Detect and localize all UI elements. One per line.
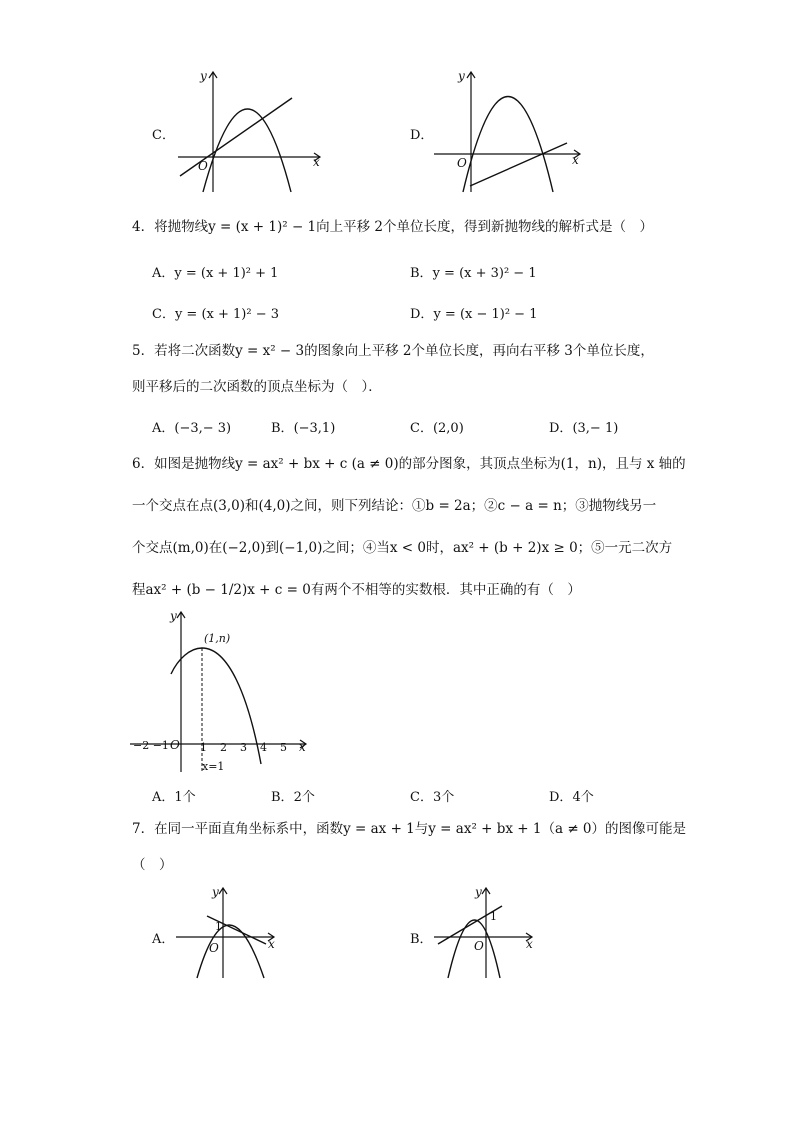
option-text: y = (x − 1)² − 1 (433, 307, 538, 322)
q6-graph (128, 604, 313, 779)
vertex-label: (1,n) (204, 632, 231, 645)
tick-5: 5 (280, 741, 287, 754)
option-text: y = (x + 3)² − 1 (432, 266, 537, 281)
axis-x-label: x (313, 155, 320, 169)
origin-label: O (209, 941, 219, 955)
origin-label: O (457, 156, 467, 170)
axis-x-label: x (299, 740, 306, 754)
option-text: 4个 (572, 790, 594, 805)
q6-option-b[interactable] (271, 786, 315, 805)
option-text: (2,0) (432, 421, 464, 436)
q7-stem-line2: （ ） (132, 857, 173, 873)
q7-option-b-label[interactable]: B． (410, 932, 433, 947)
axis-y-label: y (475, 885, 482, 899)
option-text: y = (x + 1)² + 1 (174, 266, 279, 281)
q4-option-d[interactable] (410, 303, 537, 322)
axis-y-label: y (212, 885, 219, 899)
option-text: 1个 (174, 790, 196, 805)
tick-2: 2 (220, 741, 227, 754)
q6-option-c[interactable] (410, 786, 454, 805)
intercept-label: 1 (215, 920, 222, 933)
option-label: C． (410, 790, 433, 805)
q3-option-d-label[interactable]: D． (410, 128, 434, 143)
tick-4: 4 (260, 741, 267, 754)
option-text: y = (x + 1)² − 3 (174, 307, 279, 322)
tick-1: 1 (200, 741, 207, 754)
q5-option-a[interactable] (152, 417, 231, 436)
origin-label: O (474, 939, 484, 953)
option-label: B． (271, 421, 294, 436)
q5-option-b[interactable] (271, 417, 335, 436)
axis-y-label: y (458, 69, 465, 83)
q4-option-b[interactable] (410, 262, 537, 281)
q5-option-d[interactable] (549, 417, 618, 436)
q6-option-d[interactable] (549, 786, 594, 805)
option-label: B． (410, 266, 433, 281)
option-label: B． (271, 790, 294, 805)
q4-option-c[interactable] (152, 303, 279, 322)
option-label: C． (410, 421, 433, 436)
option-label: D． (410, 307, 434, 322)
option-label: A． (152, 421, 175, 436)
q5-stem-line2: 则平移后的二次函数的顶点坐标为（ ）． (132, 379, 382, 395)
tick-3: 3 (240, 741, 247, 754)
tick-negative: −2 −1 (133, 739, 169, 752)
axis-y-label: y (200, 69, 207, 83)
q6-stem-line1: 6．如图是抛物线y = ax² + bx + c (a ≠ 0)的部分图象，其顶点坐标为(1，n)，且与 x 轴的 (132, 456, 686, 472)
q7-graph-a (172, 884, 282, 979)
q6-option-a[interactable] (152, 786, 196, 805)
option-label: A． (152, 790, 175, 805)
axis-y-label: y (170, 609, 177, 623)
axis-x-label: x (268, 937, 275, 951)
intercept-label: 1 (490, 910, 497, 923)
option-text: (−3,1) (293, 421, 336, 436)
q6-stem-line2: 一个交点在点(3,0)和(4,0)之间，则下列结论：①b = 2a；②c − a = n；③抛物线另一 (132, 498, 657, 514)
origin-label: O (170, 738, 180, 752)
option-label: C． (152, 307, 175, 322)
option-text: (3,− 1) (572, 421, 619, 436)
axis-x-label: x (526, 937, 533, 951)
option-label: D． (549, 790, 573, 805)
option-label: D． (549, 421, 573, 436)
option-text: 2个 (293, 790, 315, 805)
q3-graph-d (430, 66, 590, 196)
q5-option-c[interactable] (410, 417, 464, 436)
option-label: A． (152, 266, 175, 281)
option-text: 3个 (432, 790, 455, 805)
q4-stem: 4．将抛物线y = (x + 1)² − 1向上平移 2个单位长度，得到新抛物线的解析式是（ ） (132, 219, 654, 235)
q7-option-a-label[interactable]: A． (152, 932, 175, 947)
q6-stem-line4: 程ax² + (b − 1/2)x + c = 0有两个不相等的实数根．其中正确的有（ ） (132, 582, 581, 598)
option-text: (−3,− 3) (174, 421, 232, 436)
origin-label: O (198, 159, 208, 173)
q3-graph-c (170, 66, 330, 196)
q4-option-a[interactable] (152, 262, 278, 281)
q5-stem-line1: 5．若将二次函数y = x² − 3的图象向上平移 2个单位长度，再向右平移 3个单位长度， (132, 343, 654, 359)
axis-x-label: x (572, 153, 579, 167)
q7-graph-b (430, 884, 540, 979)
q7-stem-line1: 7．在同一平面直角坐标系中，函数y = ax + 1与y = ax² + bx + 1（a ≠ 0）的图像可能是 (132, 821, 687, 837)
symmetry-axis-label: x=1 (202, 760, 225, 773)
q3-option-c-label[interactable]: C． (152, 128, 175, 143)
q6-stem-line3: 个交点(m,0)在(−2,0)到(−1,0)之间；④当x < 0时，ax² + (b + 2)x ≥ 0；⑤一元二次方 (132, 540, 673, 556)
